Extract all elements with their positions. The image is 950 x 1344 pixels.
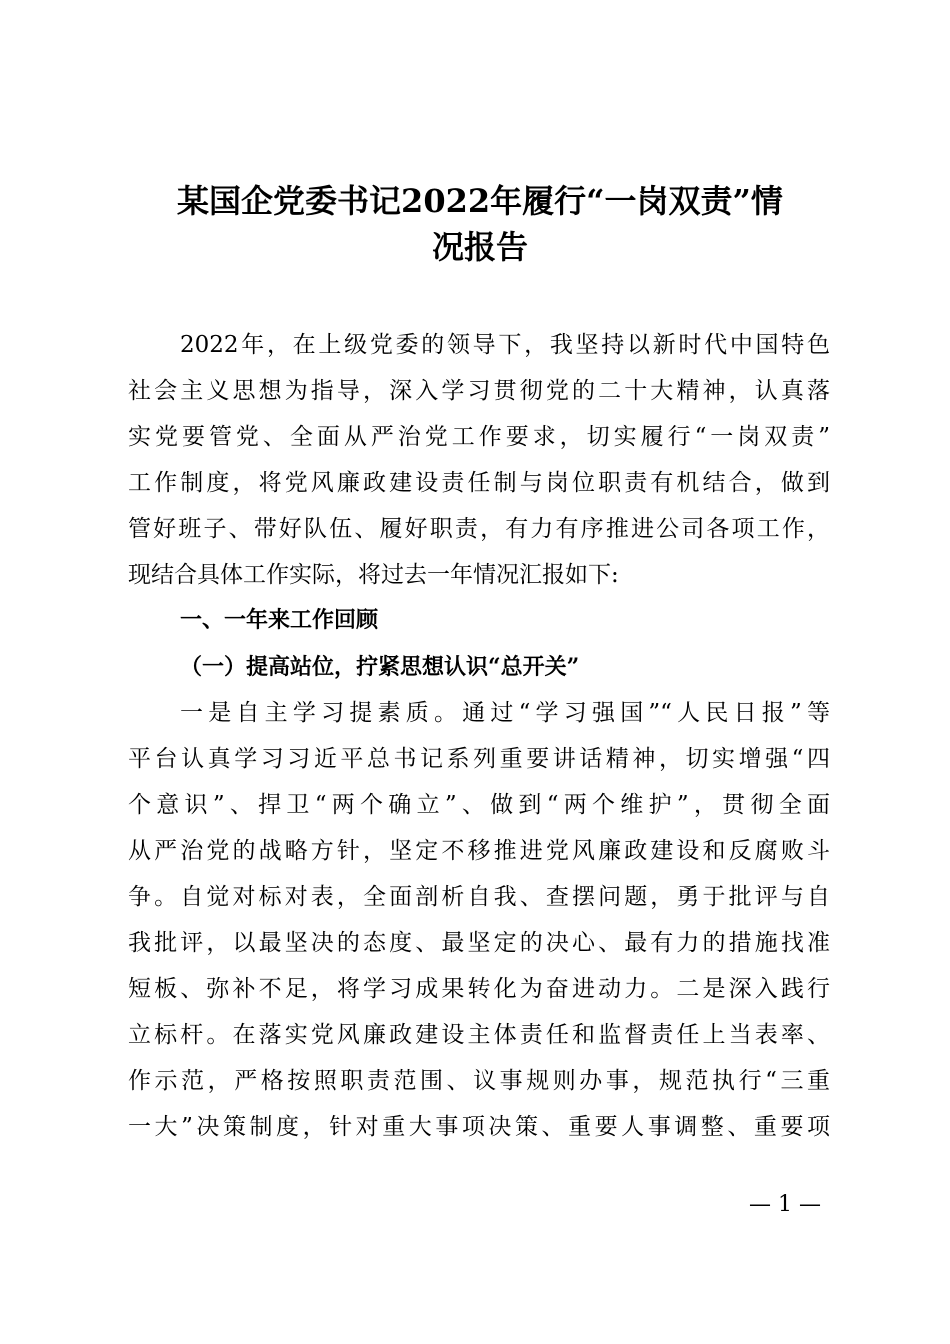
text-line: 平台认真学习习近平总书记系列重要讲话精神，切实增强“四 <box>128 746 830 772</box>
text-line: 我批评，以最坚决的态度、最坚定的决心、最有力的措施找准 <box>128 930 830 956</box>
text-line: 个意识”、捍卫“两个确立”、做到“两个维护”，贯彻全面 <box>128 792 830 818</box>
text-line: 工作制度，将党风廉政建设责任制与岗位职责有机结合，做到 <box>128 470 830 496</box>
section-heading-2: （一）提高站位，拧紧思想认识“总开关” <box>180 654 580 680</box>
text-line: 管好班子、带好队伍、履好职责，有力有序推进公司各项工作， <box>128 516 830 542</box>
title-line-1: 某国企党委书记2022年履行“一岗双责”情 <box>177 182 783 220</box>
title-line-2: 况报告 <box>431 228 528 266</box>
paragraph-study <box>128 690 830 1150</box>
text-line: 现结合具体工作实际，将过去一年情况汇报如下: <box>128 562 619 588</box>
text-line: 2022年，在上级党委的领导下，我坚持以新时代中国特色 <box>180 332 830 358</box>
text-line: 短板、弥补不足，将学习成果转化为奋进动力。二是深入践行 <box>128 976 830 1002</box>
text-line: 从严治党的战略方针，坚定不移推进党风廉政建设和反腐败斗 <box>128 838 830 864</box>
text-line: 一大”决策制度，针对重大事项决策、重要人事调整、重要项 <box>128 1114 830 1140</box>
text-line: 社会主义思想为指导，深入学习贯彻党的二十大精神，认真落 <box>128 378 830 404</box>
paragraph-intro <box>128 322 830 598</box>
text-line: 实党要管党、全面从严治党工作要求，切实履行“一岗双责” <box>128 424 830 450</box>
text-line: 争。自觉对标对表，全面剖析自我、查摆问题，勇于批评与自 <box>128 884 830 910</box>
text-line: 立标杆。在落实党风廉政建设主体责任和监督责任上当表率、 <box>128 1022 830 1048</box>
document-title <box>120 178 840 270</box>
section-heading-1: 一、一年来工作回顾 <box>180 608 379 633</box>
document-body <box>128 322 830 1150</box>
page-number: — 1 — <box>749 1192 821 1217</box>
text-line: 作示范，严格按照职责范围、议事规则办事，规范执行“三重 <box>128 1068 830 1094</box>
text-line: 一是自主学习提素质。通过“学习强国”“人民日报”等 <box>180 700 830 726</box>
